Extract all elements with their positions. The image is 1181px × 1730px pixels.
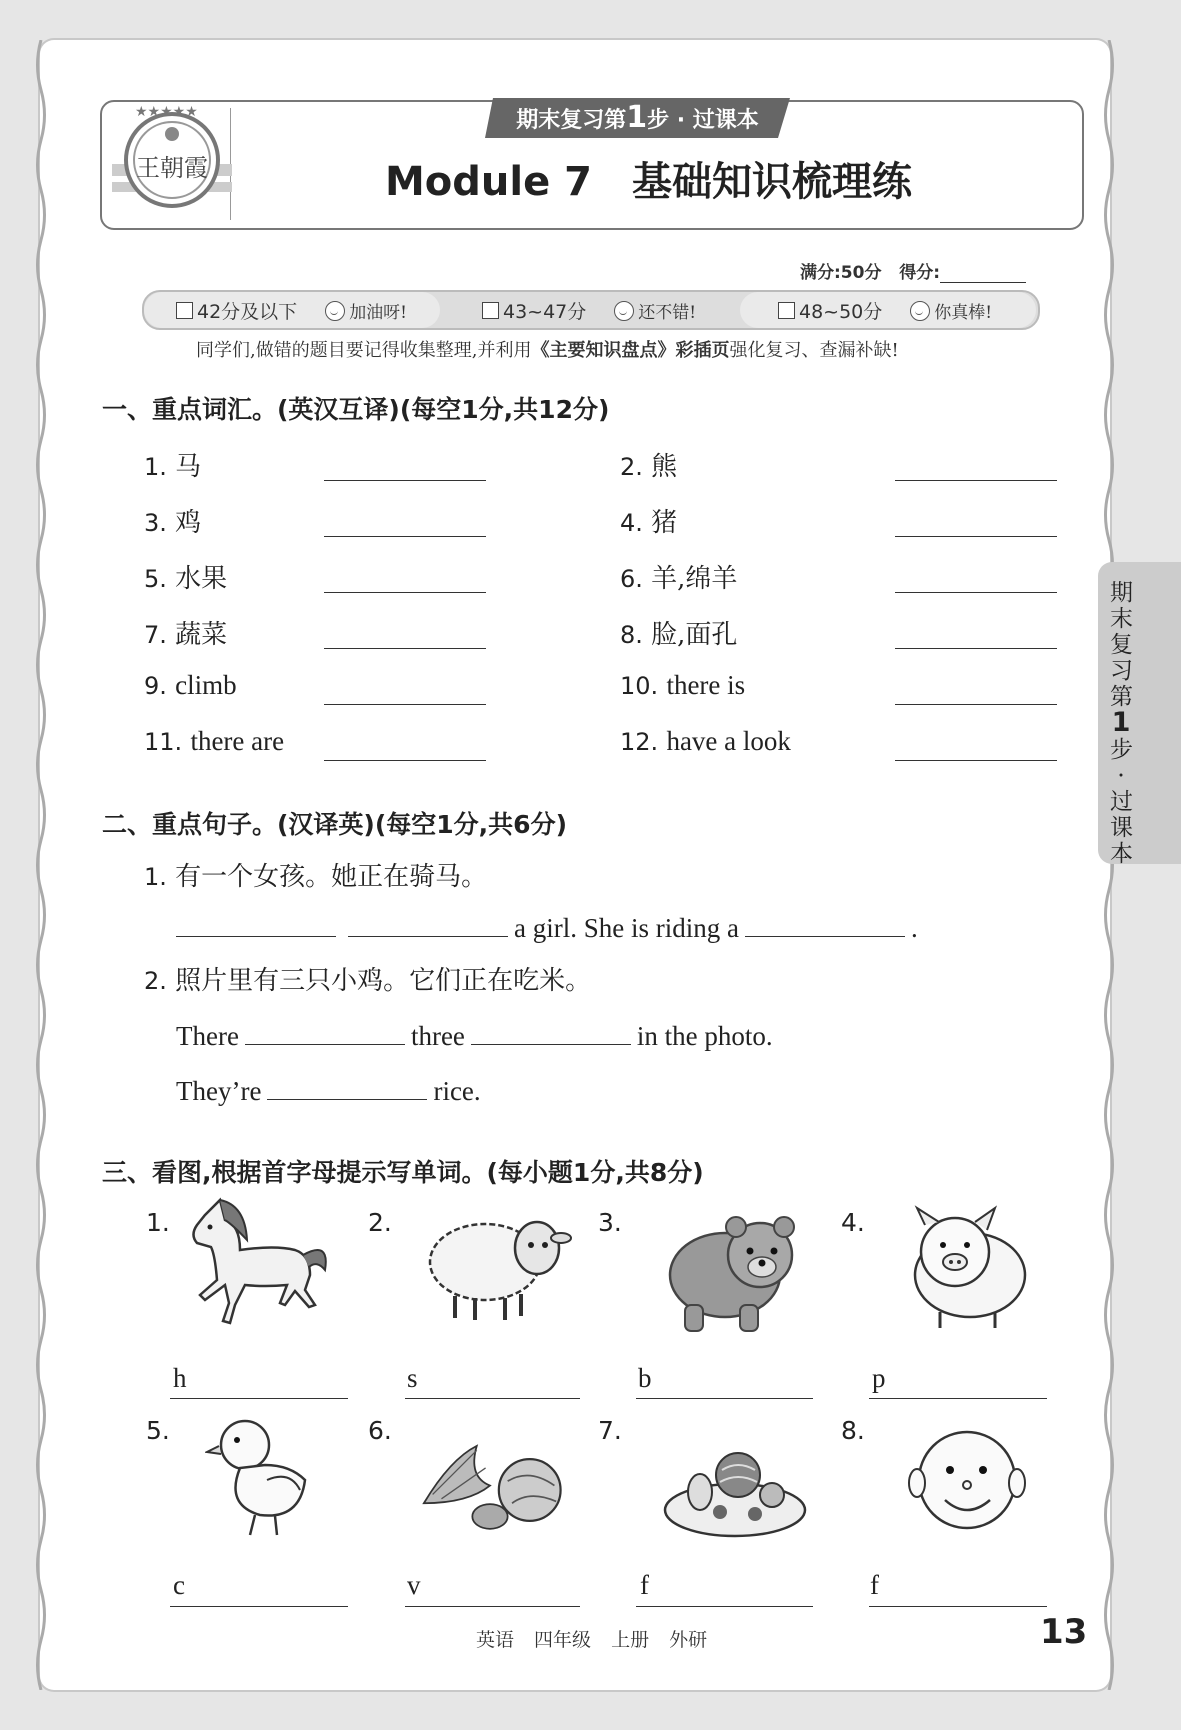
letter-hint: s (407, 1363, 418, 1393)
answer-blank[interactable] (895, 480, 1057, 481)
vegetables-picture (415, 1420, 565, 1560)
answer-blank[interactable] (895, 592, 1057, 593)
grade-option-3[interactable]: 48~50分 你真棒! (778, 297, 992, 324)
vocab-item-1: 1. 马 (144, 452, 202, 482)
checkbox-icon[interactable] (176, 302, 193, 319)
answer-blank[interactable] (324, 480, 486, 481)
answer-blank[interactable] (895, 704, 1057, 705)
vocab-item-10: 10. there is (620, 670, 746, 700)
answer-blank[interactable] (348, 910, 508, 937)
sentence-2-english-line2: They’re rice. (176, 1073, 481, 1107)
answer-blank[interactable] (405, 1606, 580, 1607)
pig-picture (895, 1200, 1045, 1340)
picture-number: 7. (598, 1416, 622, 1445)
vocab-item-3: 3. 鸡 (144, 508, 202, 538)
sheep-picture (425, 1200, 575, 1340)
sentence-1-english: a girl. She is riding a . (176, 910, 918, 944)
answer-blank[interactable] (170, 1606, 348, 1607)
sentence-2-english-line1: There three in the photo. (176, 1018, 773, 1052)
header-banner: 期末复习第1步 · 过课本 (516, 100, 759, 135)
letter-hint: p (872, 1363, 886, 1393)
vocab-item-6: 6. 羊,绵羊 (620, 564, 738, 594)
page-edge-left (34, 40, 48, 1690)
bear-picture (660, 1205, 810, 1345)
vocab-item-5: 5. 水果 (144, 564, 228, 594)
answer-blank[interactable] (170, 1398, 348, 1399)
footer-text: 英语 四年级 上册 外研 (476, 1629, 708, 1651)
answer-blank[interactable] (895, 760, 1057, 761)
answer-blank[interactable] (324, 536, 486, 537)
grade-option-2[interactable]: 43~47分 还不错! (482, 297, 696, 324)
brand-logo-icon (112, 104, 232, 222)
letter-hint: v (407, 1570, 421, 1600)
score-line: 满分:50分 得分: (800, 258, 1026, 283)
svg-text:★★★★★: ★★★★★ (135, 104, 198, 120)
logo-text: 王朝霞 (136, 154, 208, 182)
answer-blank[interactable] (895, 648, 1057, 649)
instruction-note: 同学们,做错的题目要记得收集整理,并利用《主要知识盘点》彩插页强化复习、查漏补缺! (196, 340, 899, 361)
picture-number: 1. (146, 1208, 170, 1237)
smiley-face-icon (910, 301, 930, 321)
answer-blank[interactable] (267, 1073, 427, 1100)
side-tab-text: 期 末 复 习 第 1 步 · 过 课 本 (1110, 580, 1133, 867)
fruit-plate-picture (660, 1425, 810, 1565)
answer-blank[interactable] (324, 592, 486, 593)
answer-blank[interactable] (869, 1398, 1047, 1399)
picture-number: 2. (368, 1208, 392, 1237)
chick-picture (205, 1410, 355, 1550)
letter-hint: h (173, 1363, 187, 1393)
page-number: 13 (1040, 1612, 1088, 1652)
vocab-item-11: 11. there are (144, 726, 285, 756)
letter-hint: f (640, 1570, 649, 1600)
letter-hint: b (638, 1363, 652, 1393)
answer-blank[interactable] (895, 536, 1057, 537)
smiley-face-icon (325, 301, 345, 321)
picture-number: 4. (841, 1208, 865, 1237)
vocab-item-7: 7. 蔬菜 (144, 620, 228, 650)
horse-picture (185, 1195, 335, 1335)
picture-number: 5. (146, 1416, 170, 1445)
vocab-item-9: 9. climb (144, 670, 237, 700)
answer-blank[interactable] (245, 1018, 405, 1045)
answer-blank[interactable] (324, 648, 486, 649)
answer-blank[interactable] (869, 1606, 1047, 1607)
checkbox-icon[interactable] (482, 302, 499, 319)
letter-hint: f (870, 1570, 879, 1600)
page-title: Module 7 基础知识梳理练 (385, 159, 912, 205)
answer-blank[interactable] (176, 910, 336, 937)
checkbox-icon[interactable] (778, 302, 795, 319)
sentence-2-chinese: 2. 照片里有三只小鸡。它们正在吃米。 (144, 966, 592, 996)
face-picture (895, 1415, 1045, 1555)
grade-option-1[interactable]: 42分及以下 加油呀! (176, 297, 407, 324)
vocab-item-12: 12. have a look (620, 726, 791, 756)
smiley-face-icon (614, 301, 634, 321)
answer-blank[interactable] (324, 704, 486, 705)
sentence-1-chinese: 1. 有一个女孩。她正在骑马。 (144, 862, 488, 892)
vocab-item-4: 4. 猪 (620, 508, 678, 538)
section-3-title: 三、看图,根据首字母提示写单词。(每小题1分,共8分) (102, 1158, 704, 1187)
answer-blank[interactable] (636, 1398, 813, 1399)
score-blank[interactable] (940, 262, 1026, 283)
picture-number: 3. (598, 1208, 622, 1237)
vocab-item-2: 2. 熊 (620, 452, 678, 482)
picture-number: 8. (841, 1416, 865, 1445)
letter-hint: c (173, 1570, 185, 1600)
answer-blank[interactable] (324, 760, 486, 761)
section-2-title: 二、重点句子。(汉译英)(每空1分,共6分) (102, 810, 567, 839)
section-1-title: 一、重点词汇。(英汉互译)(每空1分,共12分) (102, 395, 610, 424)
answer-blank[interactable] (636, 1606, 813, 1607)
answer-blank[interactable] (745, 910, 905, 937)
picture-number: 6. (368, 1416, 392, 1445)
answer-blank[interactable] (471, 1018, 631, 1045)
vocab-item-8: 8. 脸,面孔 (620, 620, 738, 650)
answer-blank[interactable] (405, 1398, 580, 1399)
